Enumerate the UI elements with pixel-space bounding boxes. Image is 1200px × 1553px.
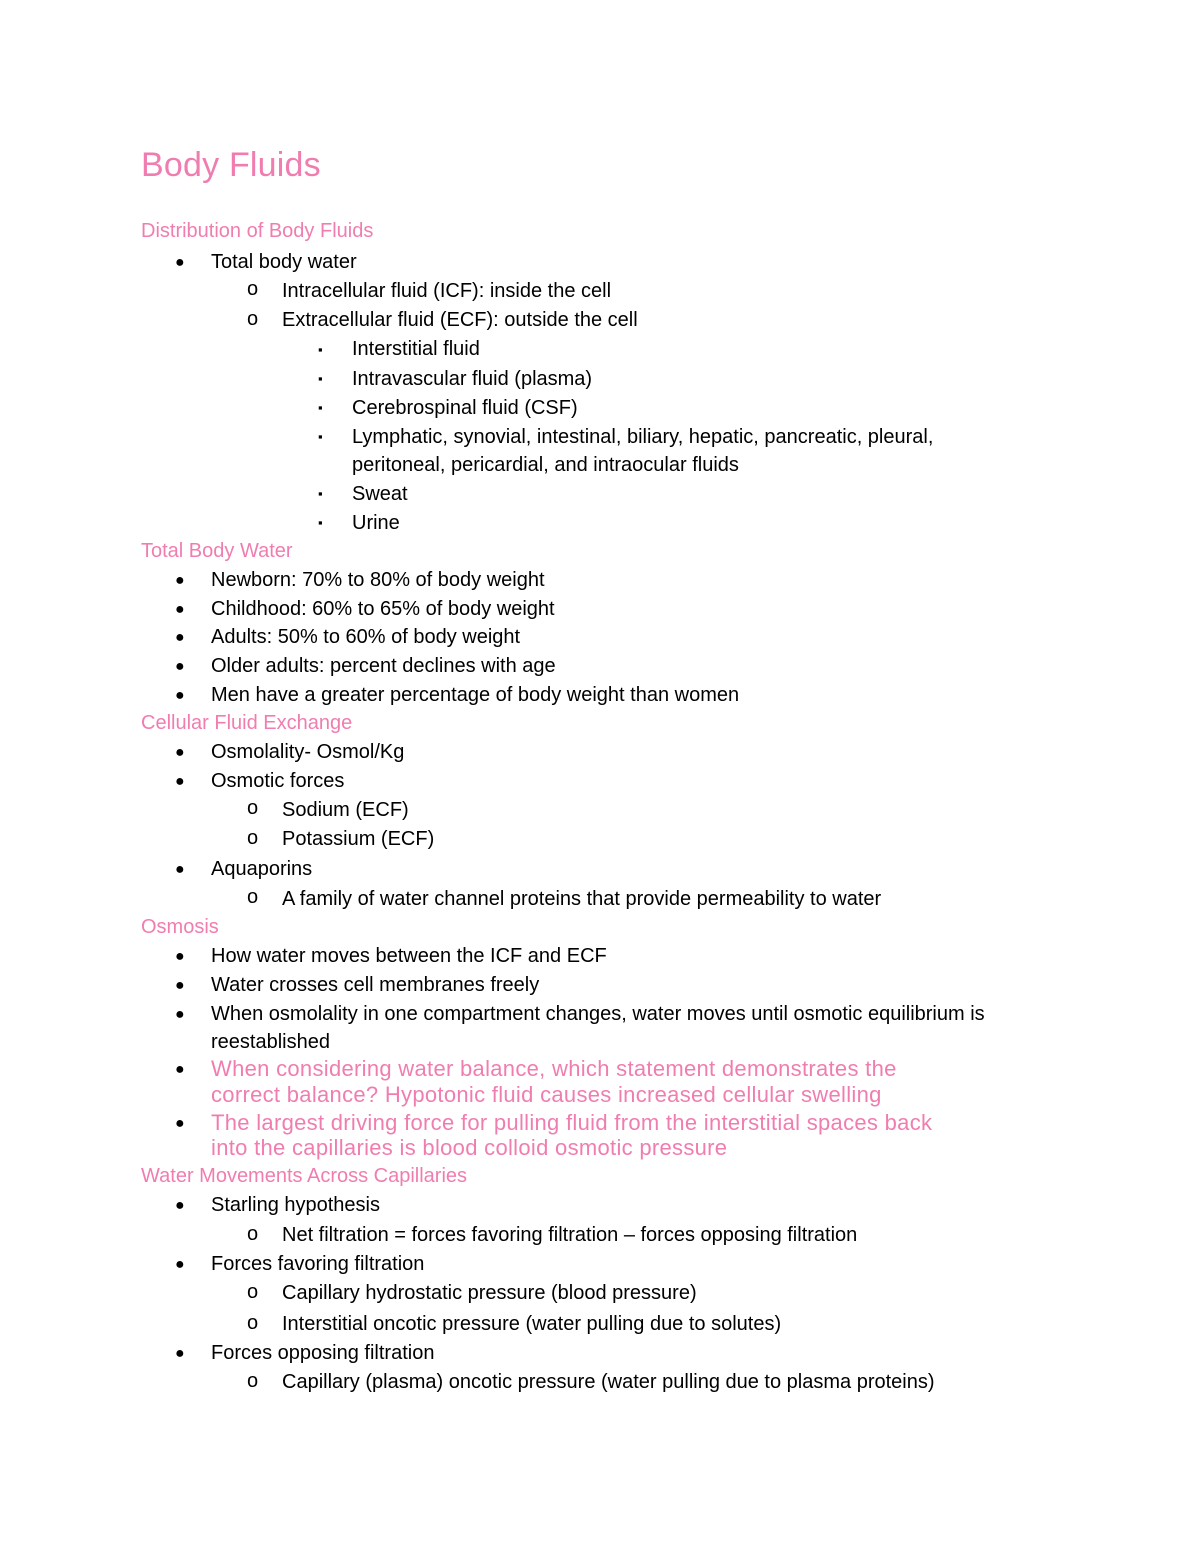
square-bullet-marker: ▪: [318, 429, 323, 444]
square-bullet-marker: ▪: [318, 400, 323, 415]
sub-bullet-marker: o: [247, 1312, 259, 1334]
bullet-marker: ●: [175, 773, 185, 790]
square-bullet-marker: ▪: [318, 515, 323, 530]
square-bullet-marker: ▪: [318, 371, 323, 386]
sub-bullet-marker: o: [247, 308, 259, 330]
page-title: Body Fluids: [141, 146, 321, 184]
bullet-marker: ●: [175, 1061, 185, 1078]
list-item-continuation: reestablished: [211, 1031, 330, 1053]
bullet-marker: ●: [175, 254, 185, 271]
sub-bullet-marker: o: [247, 278, 259, 300]
sub-bullet-marker: o: [247, 886, 259, 908]
bullet-marker: ●: [175, 629, 185, 646]
list-item: Aquaporins: [211, 858, 313, 880]
list-item: Intravascular fluid (plasma): [352, 368, 593, 390]
bullet-marker: ●: [175, 572, 185, 589]
bullet-marker: ●: [175, 977, 185, 994]
highlighted-list-item: When considering water balance, which statement demonstrates the: [211, 1056, 897, 1081]
bullet-marker: ●: [175, 1256, 185, 1273]
square-bullet-marker: ▪: [318, 486, 323, 501]
sub-bullet-marker: o: [247, 797, 259, 819]
bullet-marker: ●: [175, 744, 185, 761]
list-item: Childhood: 60% to 65% of body weight: [211, 598, 555, 620]
list-item: Osmotic forces: [211, 770, 345, 792]
list-item: Total body water: [211, 251, 357, 273]
list-item: Forces opposing filtration: [211, 1342, 435, 1364]
section-heading-osmosis: Osmosis: [141, 916, 219, 938]
list-item: Potassium (ECF): [282, 828, 435, 850]
section-heading-total-body-water: Total Body Water: [141, 540, 293, 562]
list-item: Extracellular fluid (ECF): outside the cell: [282, 309, 638, 331]
list-item: Newborn: 70% to 80% of body weight: [211, 569, 545, 591]
sub-bullet-marker: o: [247, 1281, 259, 1303]
bullet-marker: ●: [175, 1006, 185, 1023]
list-item: Interstitial oncotic pressure (water pulling due to solutes): [282, 1313, 782, 1335]
section-heading-water-movements: Water Movements Across Capillaries: [141, 1165, 468, 1187]
list-item: Older adults: percent declines with age: [211, 655, 556, 677]
list-item: Interstitial fluid: [352, 338, 480, 360]
bullet-marker: ●: [175, 861, 185, 878]
highlighted-list-item-continuation: into the capillaries is blood colloid osmotic pressure: [211, 1135, 728, 1160]
list-item: Sodium (ECF): [282, 799, 409, 821]
list-item: A family of water channel proteins that provide permeability to water: [282, 888, 882, 910]
list-item: When osmolality in one compartment changes, water moves until osmotic equilibrium is: [211, 1003, 985, 1025]
bullet-marker: ●: [175, 601, 185, 618]
square-bullet-marker: ▪: [318, 342, 323, 357]
list-item: Urine: [352, 512, 400, 534]
bullet-marker: ●: [175, 1197, 185, 1214]
list-item: Men have a greater percentage of body weight than women: [211, 684, 740, 706]
bullet-marker: ●: [175, 687, 185, 704]
section-heading-cellular-fluid-exchange: Cellular Fluid Exchange: [141, 712, 353, 734]
list-item-continuation: peritoneal, pericardial, and intraocular fluids: [352, 454, 739, 476]
bullet-marker: ●: [175, 948, 185, 965]
list-item: Capillary (plasma) oncotic pressure (water pulling due to plasma proteins): [282, 1371, 935, 1393]
list-item: Intracellular fluid (ICF): inside the cell: [282, 280, 612, 302]
list-item: Osmolality- Osmol/Kg: [211, 741, 405, 763]
list-item: Forces favoring filtration: [211, 1253, 425, 1275]
sub-bullet-marker: o: [247, 827, 259, 849]
list-item: Capillary hydrostatic pressure (blood pressure): [282, 1282, 697, 1304]
section-heading-distribution: Distribution of Body Fluids: [141, 220, 374, 242]
sub-bullet-marker: o: [247, 1370, 259, 1392]
list-item: Net filtration = forces favoring filtration – forces opposing filtration: [282, 1224, 858, 1246]
list-item: How water moves between the ICF and ECF: [211, 945, 607, 967]
sub-bullet-marker: o: [247, 1223, 259, 1245]
list-item: Sweat: [352, 483, 408, 505]
list-item: Cerebrospinal fluid (CSF): [352, 397, 578, 419]
list-item: Starling hypothesis: [211, 1194, 380, 1216]
list-item: Adults: 50% to 60% of body weight: [211, 626, 521, 648]
bullet-marker: ●: [175, 658, 185, 675]
highlighted-list-item-continuation: correct balance? Hypotonic fluid causes increased cellular swelling: [211, 1082, 882, 1107]
bullet-marker: ●: [175, 1345, 185, 1362]
list-item: Water crosses cell membranes freely: [211, 974, 540, 996]
highlighted-list-item: The largest driving force for pulling fluid from the interstitial spaces back: [211, 1110, 933, 1135]
bullet-marker: ●: [175, 1115, 185, 1132]
list-item: Lymphatic, synovial, intestinal, biliary, hepatic, pancreatic, pleural,: [352, 426, 934, 448]
